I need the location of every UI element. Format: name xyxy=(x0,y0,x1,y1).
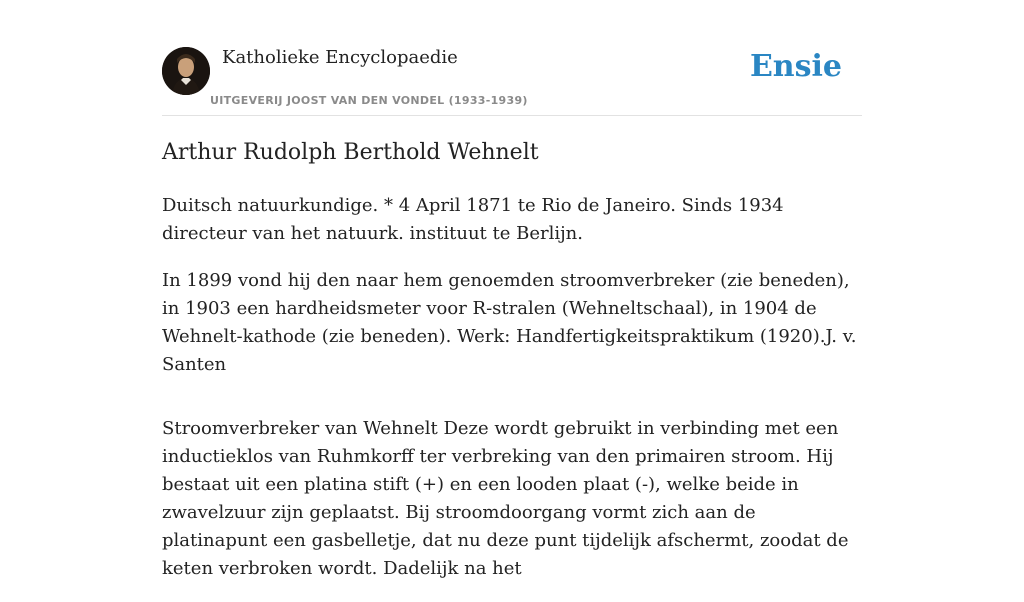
article-paragraph: Stroomverbreker van Wehnelt Deze wordt gebruikt in verbinding met een inductieklos van Ruhmkorff ter verbreking van den primairen stroom. Hij bestaat uit een platina stift (+) en een looden plaat (-), welke beide in zwavelzuur zijn geplaatst. Bij stroomdoorgang vormt zich aan de platinapunt een gasbelletje, dat nu deze punt tijdelijk afschermt, zoodat de keten verbroken wordt. Dadelijk na het xyxy=(162,418,849,579)
article-title: Arthur Rudolph Berthold Wehnelt xyxy=(162,140,539,165)
brand-logo[interactable]: Ensie xyxy=(749,49,842,84)
article-paragraph: Duitsch natuurkundige. * 4 April 1871 te Rio de Janeiro. Sinds 1934 directeur van het natuurk. instituut te Berlijn. xyxy=(162,195,784,244)
site-subtitle: UITGEVERIJ JOOST VAN DEN VONDEL (1933-1939) xyxy=(210,94,528,107)
article-paragraph: In 1899 vond hij den naar hem genoemden stroomverbreker (zie beneden), in 1903 een hardheidsmeter voor R-stralen (Wehneltschaal), in 1904 de Wehnelt-kathode (zie beneden). Werk: Handfertigkeitspraktikum (1920).J. v. Santen xyxy=(162,270,857,375)
portrait-avatar-icon-graphic xyxy=(162,47,210,95)
article-body xyxy=(162,192,862,602)
site-header xyxy=(162,45,862,116)
site-title[interactable]: Katholieke Encyclopaedie xyxy=(222,47,458,68)
portrait-avatar-icon[interactable] xyxy=(162,47,210,95)
